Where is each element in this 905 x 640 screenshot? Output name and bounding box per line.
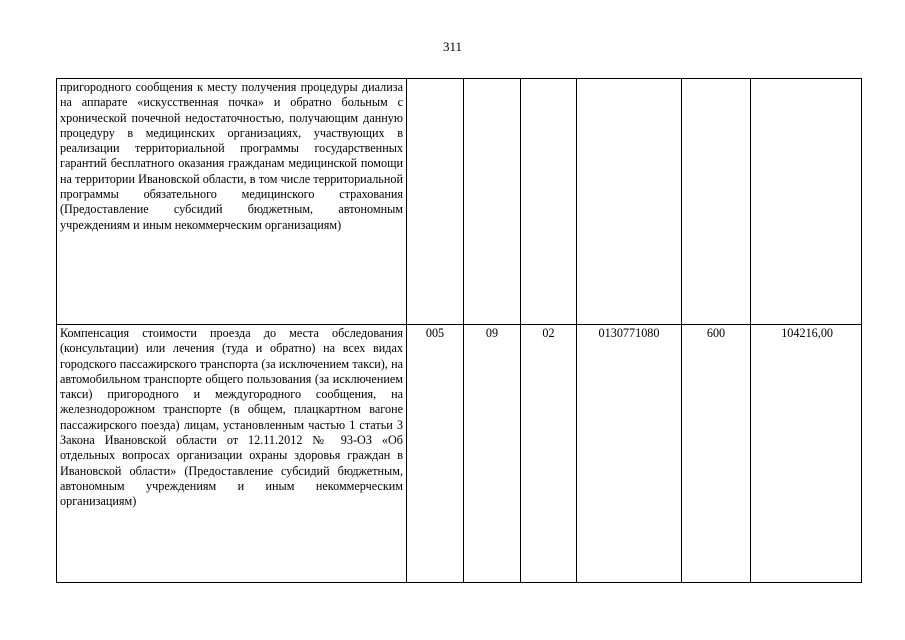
table-row	[57, 79, 862, 325]
subsection-code-cell	[521, 79, 577, 325]
expense-type-cell: 600	[682, 325, 751, 583]
row-description: пригородного сообщения к месту получения процедуры диализа на аппарате «искусственная почка» и обратно больным с хронической почечной недостаточностью, получающим данную процедуру в медицинских организациях, участвующих в реализации территориальной программы государственных гарантий бесплатного оказания гражданам медицинской помощи на территории Ивановской области, в том числе территориальной программы обязательного медицинского страхования (Предоставление субсидий бюджетным, автономным учреждениям и иным некоммерческим организациям)	[57, 79, 407, 325]
expense-type-cell	[682, 79, 751, 325]
row-description: Компенсация стоимости проезда до места обследования (консультации) или лечения (туда и обратно) на всех видах городского пассажирского транспорта (за исключением такси), на автомобильном транспорте общего пользования (за исключением такси) пригородного и междугородного сообщения, на железнодорожном транспорте (в общем, плацкартном вагоне пассажирского поезда) лицам, установленным частью 1 статьи 3 Закона Ивановской области от 12.11.2012 № 93-ОЗ «Об отдельных вопросах организации охраны здоровья граждан в Ивановской области» (Предоставление субсидий бюджетным, автономным учреждениям и иным некоммерческим организациям)	[57, 325, 407, 583]
subsection-code-cell: 02	[521, 325, 577, 583]
ministry-code-cell: 005	[407, 325, 464, 583]
section-code-cell: 09	[464, 325, 521, 583]
amount-cell	[751, 79, 862, 325]
section-code-cell	[464, 79, 521, 325]
ministry-code-cell	[407, 79, 464, 325]
page-number: 311	[442, 39, 463, 54]
target-article-cell	[577, 79, 682, 325]
table-row	[57, 325, 862, 583]
budget-table	[56, 78, 862, 583]
target-article-cell: 0130771080	[577, 325, 682, 583]
amount-cell: 104216,00	[751, 325, 862, 583]
